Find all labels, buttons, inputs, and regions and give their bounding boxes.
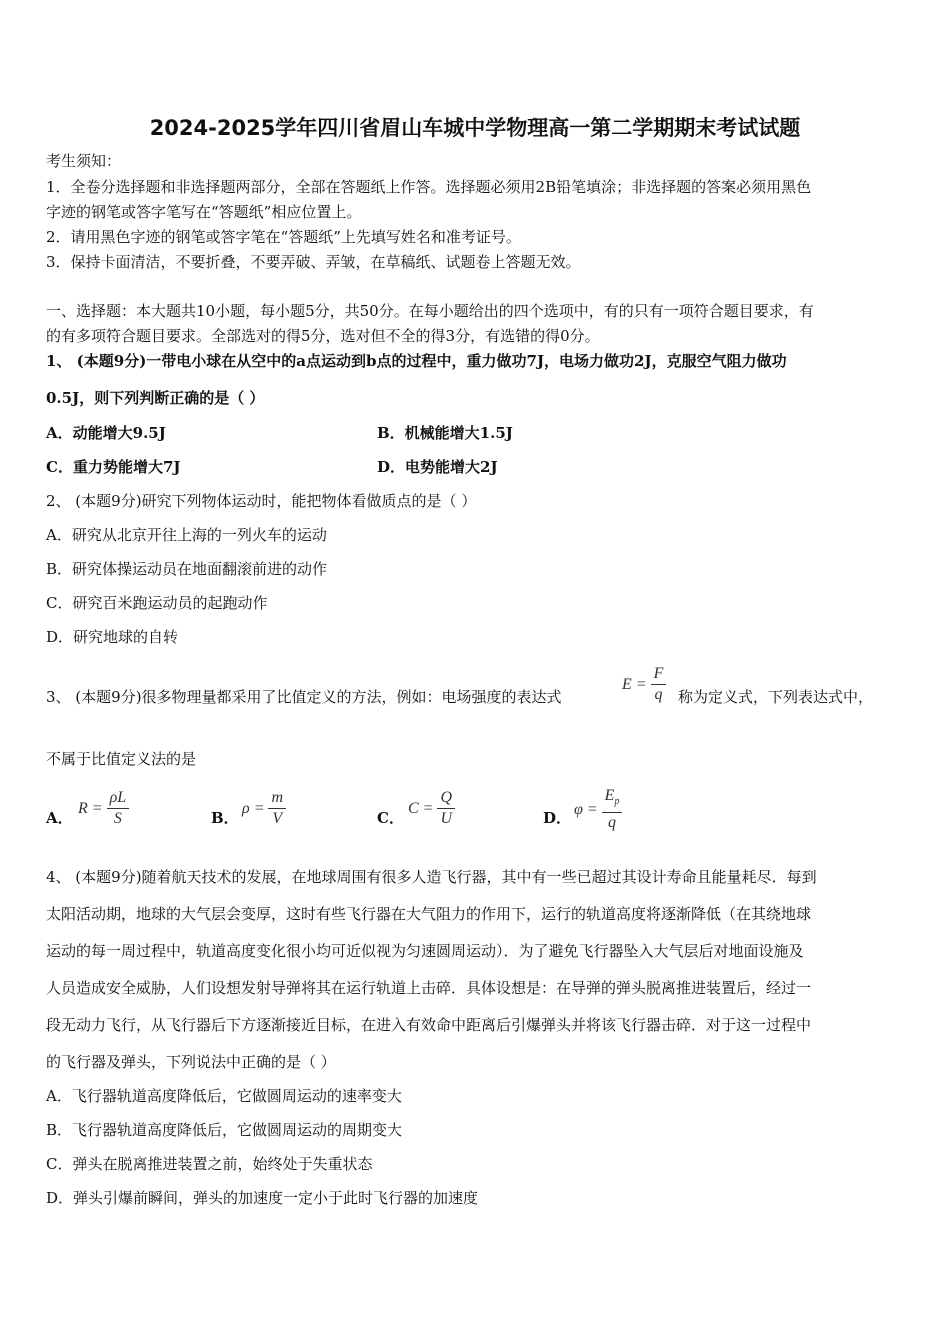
q1-option-d: D．电势能增大2J <box>377 458 498 476</box>
q3-option-c-label: C． <box>377 809 404 827</box>
notice-heading: 考生须知： <box>46 152 122 170</box>
formula-den: U <box>440 810 453 827</box>
q1-stem-cont: 0.5J，则下列判断正确的是（ ） <box>46 389 265 407</box>
q3-option-a-label: A． <box>46 809 73 827</box>
notice-line: 1．全卷分选择题和非选择题两部分，全部在答题纸上作答。选择题必须用2B铅笔填涂；非选择题的答案必须用黑色 <box>46 178 812 196</box>
page-title: 2024-2025学年四川省眉山车城中学物理高一第二学期期末考试试题 <box>149 116 801 140</box>
formula-num-main: E <box>604 787 615 804</box>
notice-line: 字迹的钢笔或答字笔写在“答题纸”相应位置上。 <box>46 203 362 221</box>
q3-stem-post: 称为定义式，下列表达式中， <box>678 688 874 706</box>
q4-stem-line: 的飞行器及弹头，下列说法中正确的是（ ） <box>46 1053 336 1071</box>
q4-stem-line: 人员造成安全威胁，人们设想发射导弹将其在运行轨道上击碎．具体设想是：在导弹的弹头脱离推进装置后，经过一 <box>46 979 812 997</box>
q3-option-d-label: D． <box>543 809 572 827</box>
formula-num: Q <box>437 788 455 809</box>
formula-lhs: φ <box>574 800 583 818</box>
formula-eq: = <box>91 799 103 817</box>
q3-option-c-formula <box>408 788 455 829</box>
q3-option-b-label: B． <box>211 809 239 827</box>
q2-option-d: D．研究地球的自转 <box>46 628 179 646</box>
q1-option-a: A．动能增大9.5J <box>46 424 166 442</box>
q2-option-b: B．研究体操运动员在地面翻滚前进的动作 <box>46 560 328 578</box>
q4-option-a: A．飞行器轨道高度降低后，它做圆周运动的速率变大 <box>46 1087 402 1105</box>
q4-option-b: B．飞行器轨道高度降低后，它做圆周运动的周期变大 <box>46 1121 403 1139</box>
formula-num: F <box>651 664 667 685</box>
formula-den: V <box>272 810 283 827</box>
q2-stem: 2、 (本题9分)研究下列物体运动时，能把物体看做质点的是（ ） <box>46 492 477 510</box>
formula-eq: = <box>253 799 265 817</box>
formula-fraction <box>437 788 455 829</box>
section-intro-line: 一、选择题：本大题共10小题，每小题5分，共50分。在每小题给出的四个选项中，有的只有一项符合题目要求，有 <box>46 302 814 320</box>
q3-option-b-formula <box>242 788 286 829</box>
q2-option-c: C．研究百米跑运动员的起跑动作 <box>46 594 268 612</box>
formula-fraction <box>602 786 623 833</box>
formula-lhs: C <box>408 799 419 817</box>
q1-option-c: C．重力势能增大7J <box>46 458 181 476</box>
q4-stem-line: 运动的每一周过程中，轨道高度变化很小均可近似视为匀速圆周运动）．为了避免飞行器坠入大气层后对地面设施及 <box>46 942 804 960</box>
q3-stem: 3、 (本题9分)很多物理量都采用了比值定义的方法，例如：电场强度的表达式 <box>46 688 562 706</box>
formula-eq: = <box>422 799 434 817</box>
q3-option-d-formula <box>574 786 622 833</box>
formula-fraction <box>651 664 667 705</box>
formula-fraction <box>107 788 130 829</box>
formula-den: q <box>608 814 617 831</box>
q1-stem: 1、 (本题9分)一带电小球在从空中的a点运动到b点的过程中，重力做功7J，电场力做功2J，克服空气阻力做功 <box>46 352 787 370</box>
q3-stem-cont: 不属于比值定义法的是 <box>46 750 197 768</box>
q4-option-d: D．弹头引爆前瞬间，弹头的加速度一定小于此时飞行器的加速度 <box>46 1189 479 1207</box>
formula-den: q <box>654 686 663 703</box>
formula-lhs: E <box>622 675 632 693</box>
q4-stem-line: 段无动力飞行，从飞行器后下方逐渐接近目标，在进入有效命中距离后引爆弹头并将该飞行器击碎．对于这一过程中 <box>46 1016 812 1034</box>
formula-eq: = <box>586 800 598 818</box>
formula-num: m <box>268 788 286 809</box>
q4-stem-line: 4、 (本题9分)随着航天技术的发展，在地球周围有很多人造飞行器，其中有一些已超过其设计寿命且能量耗尽．每到 <box>46 868 817 886</box>
formula-eq: = <box>635 675 647 693</box>
formula-lhs: ρ <box>242 799 250 817</box>
notice-line: 2．请用黑色字迹的钢笔或答字笔在“答题纸”上先填写姓名和准考证号。 <box>46 228 521 246</box>
notice-line: 3．保持卡面清洁，不要折叠，不要弄破、弄皱，在草稿纸、试题卷上答题无效。 <box>46 253 581 271</box>
q3-formula-e <box>622 664 666 705</box>
formula-lhs: R <box>78 799 88 817</box>
q4-stem-line: 太阳活动期，地球的大气层会变厚，这时有些飞行器在大气阻力的作用下，运行的轨道高度将逐渐降低（在其绕地球 <box>46 905 812 923</box>
formula-den: S <box>113 810 122 827</box>
formula-fraction <box>268 788 286 829</box>
q4-option-c: C．弹头在脱离推进装置之前，始终处于失重状态 <box>46 1155 373 1173</box>
q1-option-b: B．机械能增大1.5J <box>377 424 513 442</box>
q3-option-a-formula <box>78 788 129 829</box>
section-intro-line: 的有多项符合题目要求。全部选对的得5分，选对但不全的得3分，有选错的得0分。 <box>46 327 600 345</box>
formula-num-sub: p <box>614 796 620 807</box>
formula-num: ρL <box>107 788 130 809</box>
q2-option-a: A．研究从北京开往上海的一列火车的运动 <box>46 526 327 544</box>
formula-num <box>602 786 623 813</box>
